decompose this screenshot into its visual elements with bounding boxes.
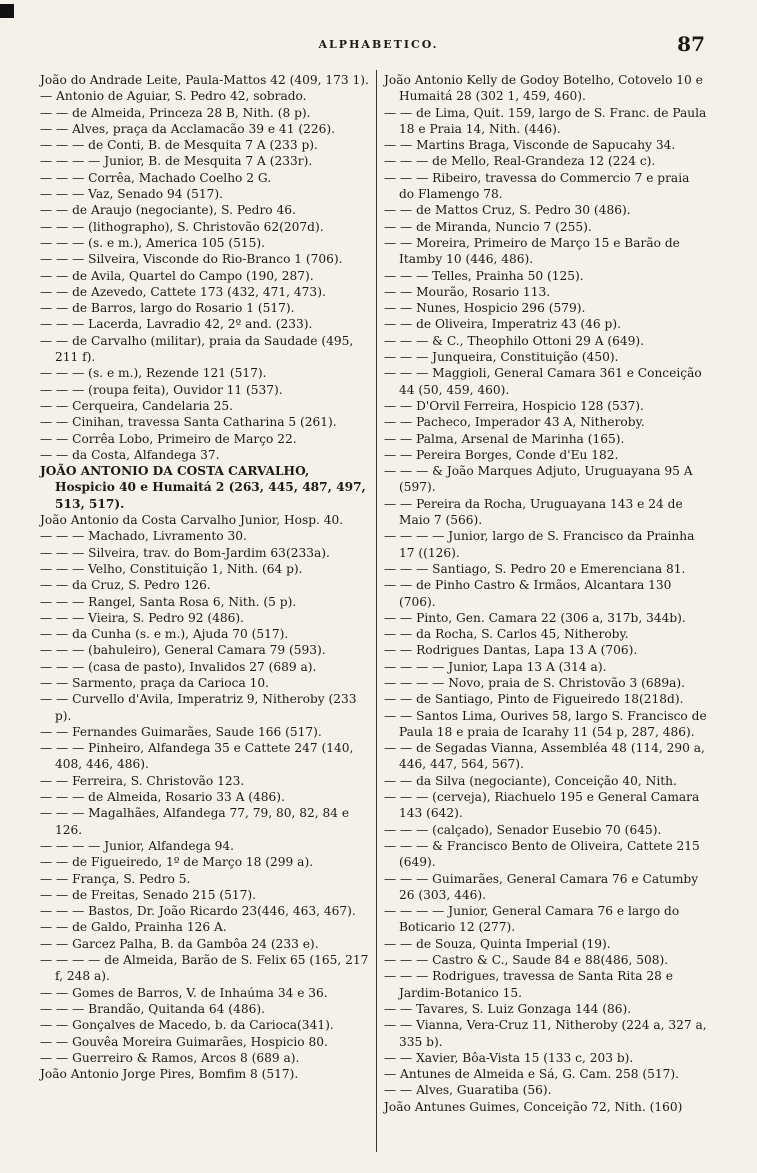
directory-entry: — Antonio de Aguiar, S. Pedro 42, sobrado. (40, 89, 307, 104)
directory-entry: — — — de Conti, B. de Mesquita 7 A (233 p). (40, 138, 318, 153)
directory-entry: — — Tavares, S. Luiz Gonzaga 144 (86). (384, 1001, 632, 1016)
directory-entry: — — — Vaz, Senado 94 (517). (40, 187, 224, 202)
directory-entry: — — Cinihan, travessa Santa Catharina 5 (261). (40, 415, 337, 430)
directory-entry: — — — Brandão, Quitanda 64 (486). (40, 1001, 265, 1016)
directory-entry: João Antonio Jorge Pires, Bomfim 8 (517). (40, 1067, 299, 1082)
directory-entry: — — — — Novo, praia de S. Christovão 3 (689a). (384, 675, 685, 690)
directory-entry: — — — & C., Theophilo Ottoni 29 A (649). (384, 333, 645, 348)
directory-entry: — — da Costa, Alfandega 37. (40, 447, 220, 462)
directory-entry: — — — (casa de pasto), Invalidos 27 (689 a). (40, 659, 317, 674)
directory-entry: — — de Figueiredo, 1º de Março 18 (299 a). (40, 855, 314, 870)
directory-entry: — — de Avila, Quartel do Campo (190, 287). (40, 268, 314, 283)
directory-entry: — — — Magalhães, Alfandega 77, 79, 80, 82, 84 e 126. (40, 806, 350, 837)
directory-entry: — — Alves, praça da Acclamacão 39 e 41 (226). (40, 121, 335, 136)
directory-entry: — — — Maggioli, General Camara 361 e Conceição 44 (50, 459, 460). (384, 366, 702, 397)
directory-entry: — — — de Mello, Real-Grandeza 12 (224 c). (384, 154, 656, 169)
directory-entry: — — de Santiago, Pinto de Figueiredo 18(218d). (384, 692, 684, 707)
directory-entry: — — — Telles, Prainha 50 (125). (384, 268, 584, 283)
directory-entry: — — — Vieira, S. Pedro 92 (486). (40, 610, 245, 625)
page-header (0, 34, 757, 58)
directory-entry: — — — & João Marques Adjuto, Uruguayana 95 A (597). (384, 464, 693, 495)
directory-entry: — — França, S. Pedro 5. (40, 871, 191, 886)
directory-entry: — — Curvello d'Avila, Imperatriz 9, Nitheroby (233 p). (40, 692, 357, 723)
directory-entry: — — Mourão, Rosario 113. (384, 284, 551, 299)
directory-entry: — — — Bastos, Dr. João Ricardo 23(446, 463, 467). (40, 904, 356, 919)
directory-entry: — — — — Junior, largo de S. Francisco da Prainha 17 ((126). (384, 529, 695, 560)
directory-entry: — — — Guimarães, General Camara 76 e Catumby 26 (303, 446). (384, 871, 699, 902)
directory-entry: — — de Pinho Castro & Irmãos, Alcantara 130 (706). (384, 578, 672, 609)
directory-entry: — — de Carvalho (militar), praia da Saudade (495, 211 f). (40, 333, 354, 365)
directory-entry: — — — Junqueira, Constituição (450). (384, 350, 619, 365)
directory-entry: — — — (roupa feita), Ouvidor 11 (537). (40, 382, 283, 397)
page-number: 87 (677, 32, 705, 56)
directory-entry: — — da Cunha (s. e m.), Ajuda 70 (517). (40, 627, 289, 642)
directory-entry: JOÃO ANTONIO DA COSTA CARVALHO, Hospicio 40 e Humaitá 2 (263, 445, 487, 497, 513, 517). (40, 464, 366, 511)
column-divider (376, 70, 377, 1152)
directory-entry: — — Pacheco, Imperador 43 A, Nitheroby. (384, 415, 645, 430)
directory-entry: — — de Segadas Vianna, Assembléa 48 (114, 290 a, 446, 447, 564, 567). (384, 741, 705, 772)
directory-entry: — — Rodrigues Dantas, Lapa 13 A (706). (384, 643, 638, 658)
directory-entry: — — da Rocha, S. Carlos 45, Nitheroby. (384, 627, 629, 642)
directory-entry: — — de Lima, Quit. 159, largo de S. Franc. de Paula 18 e Praia 14, Nith. (446). (384, 105, 707, 136)
directory-entry: — — Santos Lima, Ourives 58, largo S. Francisco de Paula 18 e praia de Icarahy 11 (54 p, 287, 486). (384, 708, 707, 739)
directory-entry: — — Pereira da Rocha, Uruguayana 143 e 24 de Maio 7 (566). (384, 496, 683, 528)
directory-entry: — — D'Orvil Ferreira, Hospicio 128 (537). (384, 398, 644, 413)
directory-entry: — — — — Junior, B. de Mesquita 7 A (233r). (40, 154, 313, 169)
directory-entry: — — Guerreiro & Ramos, Arcos 8 (689 a). (40, 1050, 300, 1065)
directory-entry: — — Xavier, Bôa-Vista 15 (133 c, 203 b). (384, 1050, 634, 1065)
directory-entry: — — de Souza, Quinta Imperial (19). (384, 936, 611, 951)
directory-entry: — — Gomes de Barros, V. de Inhaúma 34 e 36. (40, 985, 328, 1000)
scan-corner-mark (0, 4, 14, 18)
directory-entry: — — — Silveira, Visconde do Rio-Branco 1 (706). (40, 252, 343, 267)
directory-entry: — — — de Almeida, Rosario 33 A (486). (40, 790, 285, 805)
directory-entry: — — — Machado, Livramento 30. (40, 529, 247, 544)
directory-entry: — — — Lacerda, Lavradio 42, 2º and. (233). (40, 317, 313, 332)
directory-entry: — — — (lithographo), S. Christovão 62(207d). (40, 219, 324, 234)
directory-entry: — — de Galdo, Prainha 126 A. (40, 920, 227, 935)
directory-entry: João do Andrade Leite, Paula-Mattos 42 (409, 173 1). (40, 73, 369, 87)
directory-entry: — — de Miranda, Nuncio 7 (255). (384, 219, 592, 234)
running-title: ALPHABETICO. (318, 38, 439, 51)
directory-entry: — — — Rangel, Santa Rosa 6, Nith. (5 p). (40, 594, 297, 609)
directory-entry: — — — (bahuleiro), General Camara 79 (593). (40, 643, 326, 658)
directory-entry: — — de Barros, largo do Rosario 1 (517). (40, 301, 295, 316)
directory-entry: — — Pereira Borges, Conde d'Eu 182. (384, 447, 619, 462)
directory-entry: — — Martins Braga, Visconde de Sapucahy 34. (384, 138, 676, 153)
directory-entry: — — — Castro & C., Saude 84 e 88(486, 508). (384, 953, 669, 968)
directory-entry: — — Nunes, Hospicio 296 (579). (384, 301, 586, 316)
directory-entry: — — de Araujo (negociante), S. Pedro 46. (40, 203, 296, 218)
directory-entry: João Antonio da Costa Carvalho Junior, Hosp. 40. (40, 513, 344, 528)
directory-entry: — — — — Junior, General Camara 76 e largo do Boticario 12 (277). (384, 904, 680, 935)
directory-entry: — — Palma, Arsenal de Marinha (165). (384, 431, 625, 446)
directory-entry: — — — Ribeiro, travessa do Commercio 7 e praia do Flamengo 78. (384, 170, 690, 202)
directory-entry: — — — (cerveja), Riachuelo 195 e General Camara 143 (642). (384, 790, 700, 821)
directory-entry: João Antonio Kelly de Godoy Botelho, Cotovelo 10 e Humaitá 28 (302 1, 459, 460). (384, 73, 703, 104)
directory-entry: — — Cerqueira, Candelaria 25. (40, 398, 233, 413)
directory-entry: João Antunes Guimes, Conceição 72, Nith. (160) (384, 1099, 683, 1114)
directory-entry: — — de Oliveira, Imperatriz 43 (46 p). (384, 317, 621, 332)
directory-entry: — — — (s. e m.), America 105 (515). (40, 235, 266, 250)
directory-entry: — — — Pinheiro, Alfandega 35 e Cattete 247 (140, 408, 446, 486). (40, 741, 354, 772)
directory-entry: — — de Freitas, Senado 215 (517). (40, 887, 257, 902)
directory-entry: — Antunes de Almeida e Sá, G. Cam. 258 (517). (384, 1067, 680, 1082)
directory-entry: — — — Silveira, trav. do Bom-Jardim 63(233a). (40, 545, 330, 560)
directory-entry: — — — Velho, Constituição 1, Nith. (64 p). (40, 561, 303, 576)
directory-entry: — — Vianna, Vera-Cruz 11, Nitheroby (224 a, 327 a, 335 b). (384, 1018, 707, 1049)
directory-entry: — — de Azevedo, Cattete 173 (432, 471, 473). (40, 284, 326, 299)
directory-entry: — — — Santiago, S. Pedro 20 e Emerenciana 81. (384, 561, 686, 576)
directory-entry: — — — (s. e m.), Rezende 121 (517). (40, 366, 267, 381)
directory-entry: — — — & Francisco Bento de Oliveira, Cattete 215 (649). (384, 838, 700, 870)
directory-entry: — — Moreira, Primeiro de Março 15 e Barão de Itamby 10 (446, 486). (384, 235, 680, 267)
directory-entry: — — Pinto, Gen. Camara 22 (306 a, 317b, 344b). (384, 610, 686, 625)
directory-entry: — — — — Junior, Alfandega 94. (40, 838, 234, 853)
directory-entry: — — — — de Almeida, Barão de S. Felix 65 (165, 217 f, 248 a). (40, 953, 369, 984)
directory-entry: — — de Mattos Cruz, S. Pedro 30 (486). (384, 203, 631, 218)
directory-entry: — — da Silva (negociante), Conceição 40, Nith. (384, 773, 677, 788)
directory-entry: — — — (calçado), Senador Eusebio 70 (645). (384, 822, 662, 837)
directory-entry: — — Ferreira, S. Christovão 123. (40, 773, 245, 788)
left-column (40, 72, 371, 1082)
directory-entry: — — Garcez Palha, B. da Gambôa 24 (233 e). (40, 936, 319, 951)
directory-entry: — — Alves, Guaratiba (56). (384, 1083, 552, 1098)
right-column (384, 72, 708, 1115)
directory-entry: — — — Corrêa, Machado Coelho 2 G. (40, 170, 272, 185)
directory-entry: — — — Rodrigues, travessa de Santa Rita 28 e Jardim-Botanico 15. (384, 969, 673, 1000)
directory-entry: — — Sarmento, praça da Carioca 10. (40, 675, 269, 690)
directory-entry: — — — — Junior, Lapa 13 A (314 a). (384, 659, 607, 674)
directory-entry: — — Gouvêa Moreira Guimarães, Hospicio 80. (40, 1034, 328, 1049)
directory-entry: — — Fernandes Guimarães, Saude 166 (517). (40, 724, 322, 739)
directory-entry: — — Corrêa Lobo, Primeiro de Março 22. (40, 431, 297, 446)
directory-entry: — — de Almeida, Princeza 28 B, Nith. (8 p). (40, 105, 311, 120)
directory-entry: — — Gonçalves de Macedo, b. da Carioca(341). (40, 1018, 334, 1033)
directory-entry: — — da Cruz, S. Pedro 126. (40, 578, 211, 593)
